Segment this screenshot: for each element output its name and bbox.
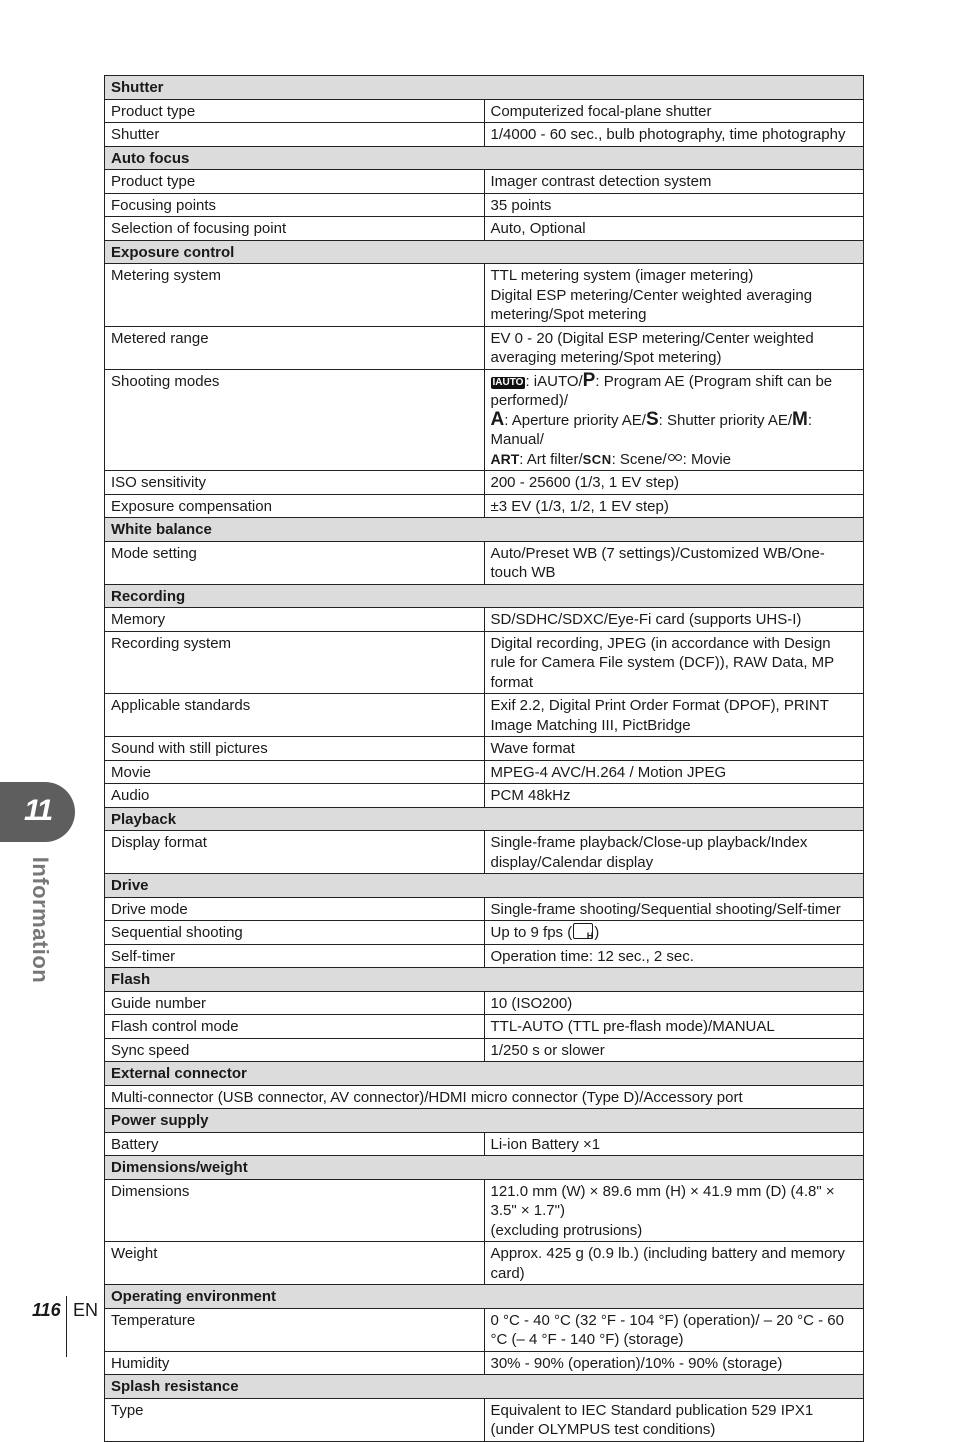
- spec-key: Memory: [105, 608, 485, 632]
- spec-row: [105, 608, 864, 632]
- spec-text: Up to 9 fps (: [490, 924, 573, 941]
- spec-value: [484, 944, 864, 968]
- spec-value: [484, 921, 864, 945]
- spec-key: Dimensions: [105, 1179, 485, 1242]
- spec-value: [484, 608, 864, 632]
- spec-value-line: 1/4000 - 60 sec., bulb photography, time photography: [490, 126, 846, 143]
- spec-value-line: 1/250 s or slower: [490, 1041, 605, 1059]
- spec-value: [484, 1132, 864, 1156]
- spec-row: [105, 170, 864, 194]
- spec-value-line: 121.0 mm (W) × 89.6 mm (H) × 41.9 mm (D) (4.8" × 3.5" × 1.7"): [490, 1182, 835, 1219]
- mode-description: : iAUTO/: [525, 372, 583, 390]
- spec-key: Selection of focusing point: [105, 217, 485, 241]
- section-heading: Power supply: [105, 1109, 864, 1133]
- spec-value: [484, 541, 864, 584]
- spec-value-line: Approx. 425 g (0.9 lb.) (including battery and memory card): [490, 1245, 845, 1282]
- spec-value-line: Computerized focal-plane shutter: [490, 102, 712, 120]
- spec-row: [105, 326, 864, 369]
- spec-row: [105, 1015, 864, 1039]
- section-heading: Splash resistance: [105, 1375, 864, 1399]
- spec-key: Drive mode: [105, 897, 485, 921]
- spec-value: [484, 831, 864, 874]
- spec-value: [484, 471, 864, 495]
- spec-value-line: EV 0 - 20 (Digital ESP metering/Center weighted averaging metering/Spot metering): [490, 329, 814, 366]
- spec-value: [484, 264, 864, 327]
- mode-description: : Shutter priority AE/: [658, 411, 793, 429]
- spec-value: [484, 1015, 864, 1039]
- spec-row: [105, 123, 864, 147]
- spec-value: [484, 1242, 864, 1285]
- spec-value: [484, 217, 864, 241]
- spec-key: Flash control mode: [105, 1015, 485, 1039]
- spec-value: [484, 737, 864, 761]
- spec-value: [484, 1179, 864, 1242]
- spec-row: [105, 921, 864, 945]
- spec-key: Shutter: [105, 123, 485, 147]
- spec-value-line: ±3 EV (1/3, 1/2, 1 EV step): [490, 497, 669, 515]
- spec-row: [105, 99, 864, 123]
- spec-row: [105, 897, 864, 921]
- shutter-mode-icon: S: [645, 408, 659, 430]
- spec-value-line: 10 (ISO200): [490, 994, 573, 1012]
- spec-value: [484, 1308, 864, 1351]
- spec-row: [105, 541, 864, 584]
- spec-value-line: 35 points: [490, 196, 552, 214]
- spec-row: [105, 760, 864, 784]
- spec-value: [484, 760, 864, 784]
- spec-key: Product type: [105, 99, 485, 123]
- spec-value: [484, 170, 864, 194]
- movie-camera-icon: [667, 453, 683, 465]
- spec-value: [484, 123, 864, 147]
- mode-description: : Aperture priority AE/: [504, 411, 646, 429]
- spec-row: [105, 737, 864, 761]
- spec-value: [484, 1351, 864, 1375]
- spec-row: [105, 694, 864, 737]
- aperture-mode-icon: A: [490, 408, 505, 430]
- spec-row: [105, 1085, 864, 1109]
- section-row: [105, 518, 864, 542]
- spec-value-line: Single-frame playback/Close-up playback/Index display/Calendar display: [490, 834, 808, 871]
- page-number: 116: [32, 1300, 61, 1320]
- section-row: [105, 1062, 864, 1086]
- spec-value: [484, 326, 864, 369]
- spec-row: [105, 217, 864, 241]
- section-heading: Exposure control: [105, 240, 864, 264]
- mode-description: : Manual/: [490, 411, 813, 448]
- spec-key: ISO sensitivity: [105, 471, 485, 495]
- section-heading: White balance: [105, 518, 864, 542]
- spec-row: [105, 369, 864, 471]
- spec-value: [484, 1398, 864, 1441]
- spec-value: [484, 631, 864, 694]
- section-row: [105, 1285, 864, 1309]
- spec-value-line: Exif 2.2, Digital Print Order Format (DPOF), PRINT Image Matching III, PictBridge: [490, 697, 829, 734]
- spec-row: [105, 1038, 864, 1062]
- sequential-shooting-icon: [573, 923, 593, 939]
- spec-value: [484, 694, 864, 737]
- spec-value-line: Wave format: [490, 740, 575, 757]
- spec-value: [484, 193, 864, 217]
- spec-key: Sync speed: [105, 1038, 485, 1062]
- spec-value-line: SD/SDHC/SDXC/Eye-Fi card (supports UHS-I): [490, 611, 802, 628]
- spec-key: Applicable standards: [105, 694, 485, 737]
- section-heading: Recording: [105, 584, 864, 608]
- spec-key: Type: [105, 1398, 485, 1441]
- spec-value-line: Operation time: 12 sec., 2 sec.: [490, 947, 694, 965]
- spec-key: Sound with still pictures: [105, 737, 485, 761]
- spec-key: Focusing points: [105, 193, 485, 217]
- spec-key: Shooting modes: [105, 369, 485, 471]
- page-number-divider: [66, 1296, 67, 1357]
- spec-row: [105, 1308, 864, 1351]
- section-heading: Flash: [105, 968, 864, 992]
- spec-value-line: Digital ESP metering/Center weighted averaging metering/Spot metering: [490, 286, 813, 323]
- spec-key: Metered range: [105, 326, 485, 369]
- spec-key: Weight: [105, 1242, 485, 1285]
- manual-mode-icon: M: [792, 408, 808, 430]
- mode-description: : Scene/: [611, 450, 667, 468]
- spec-value-line: 0 °C - 40 °C (32 °F - 104 °F) (operation)/ – 20 °C - 60 °C (– 4 °F - 140 °F) (storage): [490, 1311, 844, 1348]
- spec-row: [105, 784, 864, 808]
- spec-row: [105, 631, 864, 694]
- spec-row: [105, 944, 864, 968]
- section-heading: Dimensions/weight: [105, 1156, 864, 1180]
- spec-value-line: Single-frame shooting/Sequential shooting/Self-timer: [490, 900, 841, 918]
- spec-value-line: PCM 48kHz: [490, 787, 571, 804]
- section-row: [105, 1375, 864, 1399]
- spec-key: Movie: [105, 760, 485, 784]
- section-row: [105, 76, 864, 100]
- section-heading: Playback: [105, 807, 864, 831]
- section-row: [105, 1109, 864, 1133]
- spec-row: [105, 1398, 864, 1441]
- section-row: [105, 240, 864, 264]
- spec-value-line: Auto, Optional: [490, 220, 586, 237]
- spec-row: [105, 264, 864, 327]
- spec-key: Temperature: [105, 1308, 485, 1351]
- section-row: [105, 968, 864, 992]
- spec-value: [484, 1038, 864, 1062]
- section-row: [105, 874, 864, 898]
- spec-value-line: TTL metering system (imager metering): [490, 267, 754, 284]
- section-heading: Auto focus: [105, 146, 864, 170]
- section-heading: Operating environment: [105, 1285, 864, 1309]
- mode-description: : Art filter/: [519, 450, 583, 468]
- spec-row: [105, 1179, 864, 1242]
- spec-key: Sequential shooting: [105, 921, 485, 945]
- spec-row: [105, 991, 864, 1015]
- specifications-table: [104, 75, 864, 1442]
- spec-row: [105, 193, 864, 217]
- spec-value: [484, 369, 864, 471]
- spec-value-line: Imager contrast detection system: [490, 173, 712, 190]
- spec-key: Exposure compensation: [105, 494, 485, 518]
- spec-value-line: Equivalent to IEC Standard publication 529 IPX1 (under OLYMPUS test conditions): [490, 1401, 814, 1438]
- spec-key: Product type: [105, 170, 485, 194]
- spec-key: Audio: [105, 784, 485, 808]
- iauto-mode-icon: IAUTO: [492, 376, 524, 388]
- spec-row: [105, 1351, 864, 1375]
- spec-value: [484, 99, 864, 123]
- spec-value: Multi-connector (USB connector, AV connector)/HDMI micro connector (Type D)/Accessory port: [105, 1085, 864, 1109]
- spec-value: [484, 991, 864, 1015]
- spec-row: [105, 1242, 864, 1285]
- section-heading: External connector: [105, 1062, 864, 1086]
- spec-row: [105, 494, 864, 518]
- spec-value-line: (excluding protrusions): [490, 1221, 643, 1239]
- spec-value-line: TTL-AUTO (TTL pre-flash mode)/MANUAL: [490, 1018, 775, 1035]
- spec-value: [484, 494, 864, 518]
- spec-row: [105, 1132, 864, 1156]
- spec-key: Guide number: [105, 991, 485, 1015]
- spec-value-line: Li-ion Battery ×1: [490, 1135, 601, 1153]
- section-row: [105, 807, 864, 831]
- spec-row: [105, 471, 864, 495]
- section-heading: Drive: [105, 874, 864, 898]
- spec-key: Battery: [105, 1132, 485, 1156]
- spec-value: [484, 897, 864, 921]
- program-mode-icon: P: [582, 369, 596, 391]
- spec-key: Mode setting: [105, 541, 485, 584]
- spec-value-line: Digital recording, JPEG (in accordance with Design rule for Camera File system (DCF)), RAW Data, MP format: [490, 634, 834, 691]
- art-filter-icon: ART: [490, 450, 520, 467]
- spec-value: [484, 784, 864, 808]
- scene-mode-icon: SCN: [582, 451, 612, 467]
- chapter-number: 11: [24, 794, 52, 827]
- chapter-tab: [0, 782, 75, 842]
- spec-value-line: Auto/Preset WB (7 settings)/Customized WB/One-touch WB: [490, 544, 825, 581]
- chapter-title: Information: [28, 856, 53, 984]
- spec-key: Metering system: [105, 264, 485, 327]
- section-row: [105, 146, 864, 170]
- mode-description: : Program AE (Program shift can be performed)/: [490, 372, 833, 409]
- page-language: EN: [73, 1300, 99, 1320]
- spec-key: Self-timer: [105, 944, 485, 968]
- section-row: [105, 1156, 864, 1180]
- spec-text: ): [594, 924, 600, 941]
- spec-value-line: MPEG-4 AVC/H.264 / Motion JPEG: [490, 763, 727, 781]
- spec-key: Display format: [105, 831, 485, 874]
- spec-value-line: 30% - 90% (operation)/10% - 90% (storage): [490, 1354, 783, 1372]
- spec-key: Recording system: [105, 631, 485, 694]
- sequential-high-label: H: [586, 931, 594, 941]
- section-row: [105, 584, 864, 608]
- mode-description: : Movie: [682, 450, 731, 468]
- section-heading: Shutter: [105, 76, 864, 100]
- spec-row: [105, 831, 864, 874]
- spec-value-line: 200 - 25600 (1/3, 1 EV step): [490, 474, 679, 491]
- spec-key: Humidity: [105, 1351, 485, 1375]
